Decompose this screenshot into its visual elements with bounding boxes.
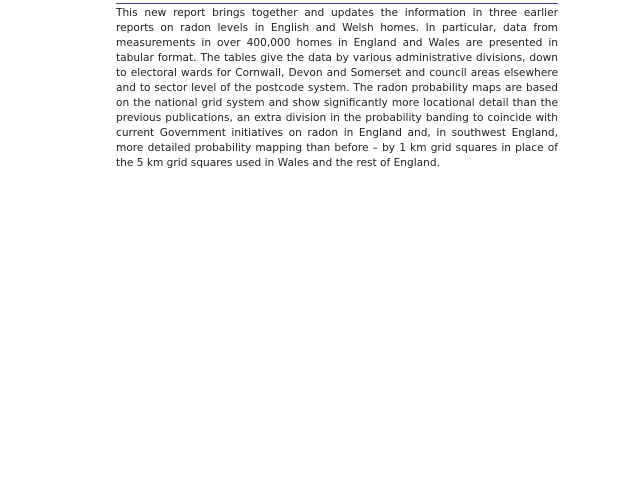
abstract-paragraph: This new report brings together and updates the information in three earlier reports on radon levels in English and Welsh homes. In particular, data from measurements in over 400,000 homes in England and Wales are presented in tabular format. The tables give the data by various administrative divisions, down to electoral wards for Cornwall, Devon and Somerset and council areas elsewhere and to sector level of the postcode system. The radon probability maps are based on the national grid system and show significantly more locational detail than the previous publications, an extra division in the probability banding to coincide with current Government initiatives on radon in England and, in southwest England, more detailed probability mapping than before – by 1 km grid squares in place of the 5 km grid squares used in Wales and the rest of England. (116, 7, 558, 169)
header-rule (116, 3, 558, 4)
